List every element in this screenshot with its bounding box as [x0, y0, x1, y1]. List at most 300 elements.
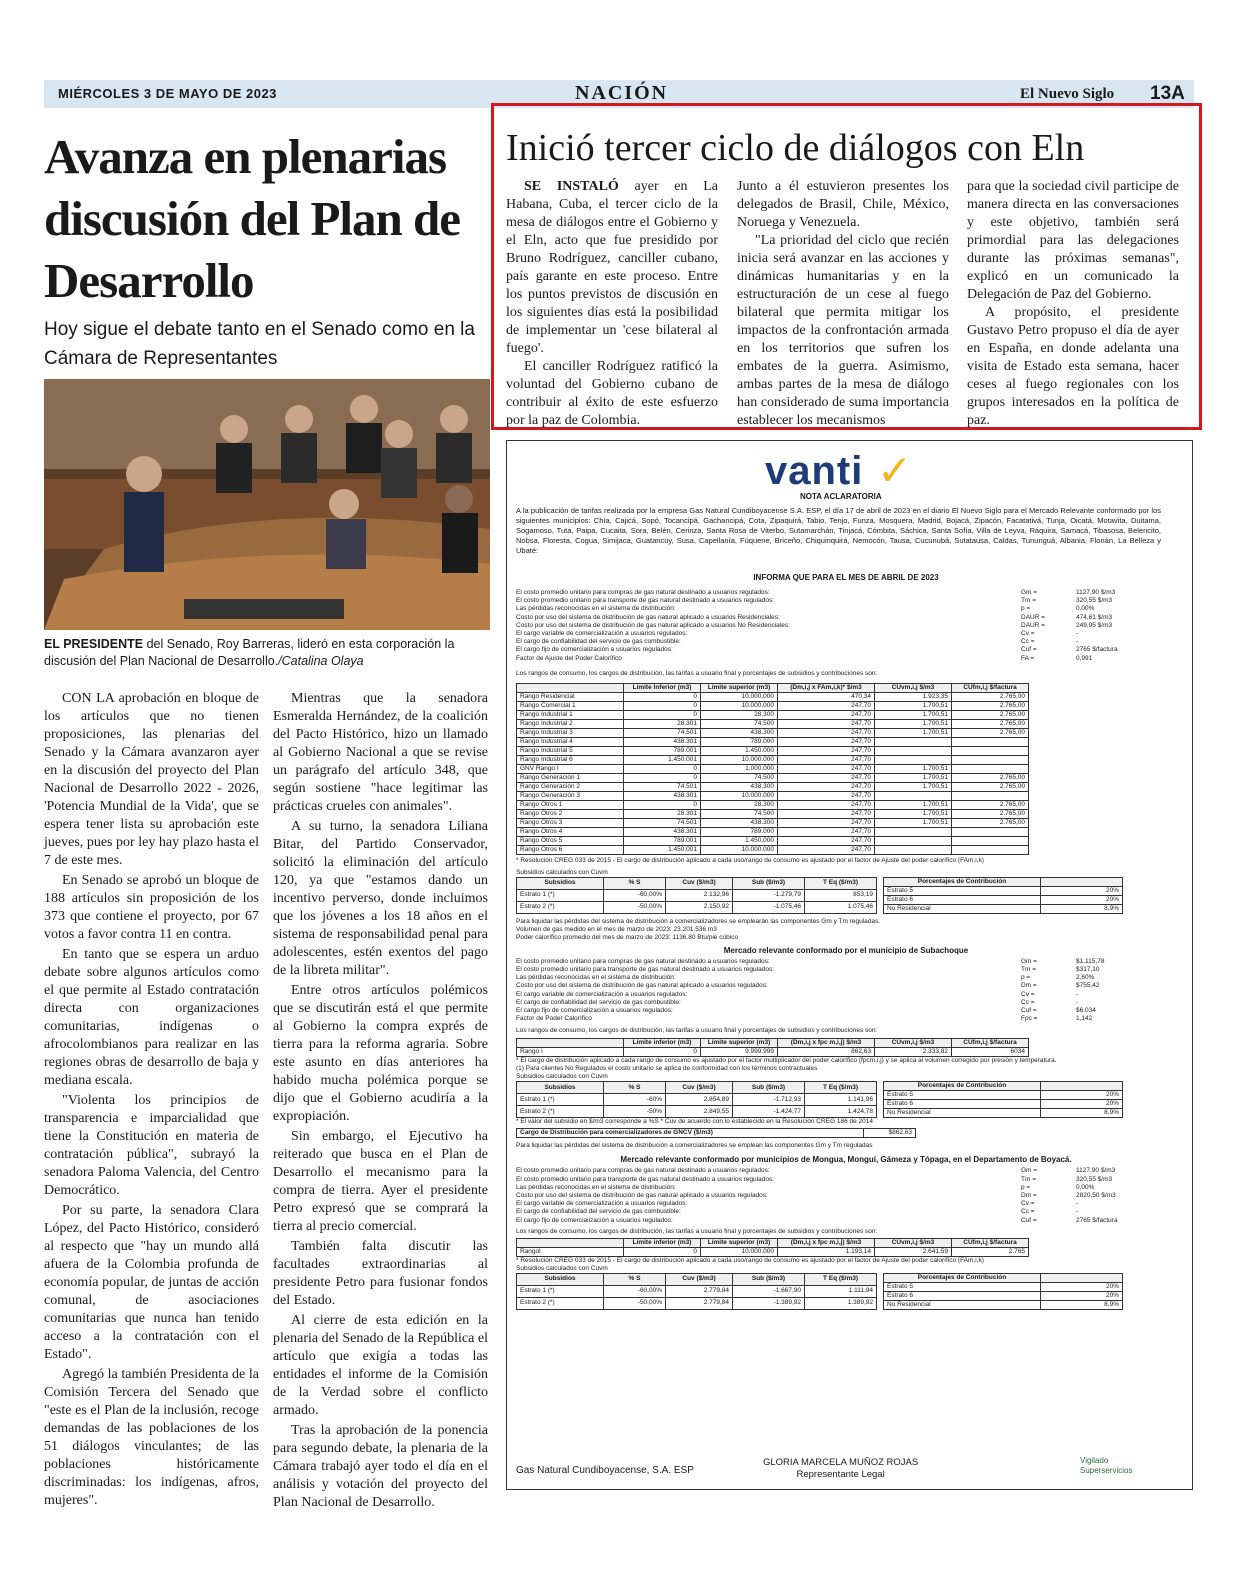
table-row: [517, 719, 1029, 728]
table-cell: 0: [624, 1247, 701, 1256]
param-cell: -: [1076, 998, 1079, 1006]
param-row: [516, 622, 1176, 630]
table-cell: 247,70: [778, 782, 875, 791]
section-2-title: Mercado relevante conformado por el municipio de Subachoque: [723, 945, 969, 955]
note-6: (1) Para clientes No Regulados el costo unitario se aplica de conformidad con los términos contractuales: [516, 1065, 818, 1073]
ranges-intro-2: Los rangos de consumo, los cargos de distribución, las tarifas a usuario final y porcentajes de subsidios y contribuciones son:: [516, 1027, 878, 1035]
table-cell: [875, 827, 952, 836]
param-cell: 1,142: [1076, 1015, 1093, 1023]
table-header-cell: Sub ($/m3): [733, 1273, 805, 1285]
subsidy-block-3: [516, 1273, 1176, 1310]
param-cell: p =: [1021, 605, 1031, 613]
ranges-intro-3: Los rangos de consumo, los cargos de distribución, las tarifas a usuario final y porcentajes de subsidios y contribuciones son:: [516, 1227, 878, 1235]
param-cell: -: [1076, 1200, 1079, 1208]
table-cell: 247,70: [778, 773, 875, 782]
table-cell: Estrato 5: [884, 1282, 1041, 1291]
table-cell: [952, 737, 1029, 746]
table-cell: Rango Industrial 2: [517, 719, 624, 728]
table-cell: [952, 827, 1029, 836]
param-cell: 2765 $/factura: [1076, 646, 1118, 654]
param-row: [516, 589, 1176, 597]
table-row: [517, 845, 1029, 854]
table-cell: 1.700,51: [875, 773, 952, 782]
param-cell: El costo promedio unitario para compras de gas natural destinado a usuarios regulados:: [516, 589, 770, 596]
note-5: * El cargo de distribución aplicado a cada rango de consumo es ajustado por el factor multiplicador del poder calorífico (fpcm,i,j) y se aplica al volumen corregido por presión y temperatura.: [516, 1057, 1057, 1065]
table-header-cell: T Eq ($/m3): [805, 1273, 877, 1285]
param-cell: Costo por uso del sistema de distribución de gas natural aplicado a usuarios regulados:: [516, 982, 768, 990]
table-cell: 0: [624, 701, 701, 710]
newspaper-name: El Nuevo Siglo: [1020, 86, 1115, 102]
param-cell: 320,55 $/m3: [1076, 597, 1113, 605]
ranges-intro: Los rangos de consumo, los cargos de distribución, las tarifas a usuario final y porcentajes de subsidios y contribuciones son:: [516, 669, 878, 677]
vigilado-label: Vigilado: [1080, 1456, 1109, 1465]
table-cell: 1.700,51: [875, 719, 952, 728]
gnvc-label: Cargo de Distribución para comercializadores de GNCV ($/m3): [517, 1129, 864, 1138]
superservicios-logo: [1080, 1456, 1132, 1476]
param-cell: Factor de Poder Calorífico: [516, 1015, 592, 1023]
table-header-cell: Límite inferior (m3): [624, 1039, 701, 1048]
param-cell: El cargo variable de comercialización a usuarios regulados:: [516, 630, 688, 638]
table-cell: 28.301: [624, 809, 701, 818]
table-cell: Rango Otros 1: [517, 800, 624, 809]
table-cell: No Residencial: [884, 1300, 1041, 1309]
table-row: [517, 809, 1029, 818]
table-cell: 20%: [1041, 1100, 1123, 1109]
param-cell: Las pérdidas reconocidas en el sistema de distribución:: [516, 605, 676, 613]
table-row: [884, 904, 1123, 913]
paragraph: "La prioridad del ciclo que recién inicia será avanzar en las acciones y dinámicas humanitarias y en la estructuración de un cese al fuego bilateral que permita mitigar los impactos de la confrontación armada en los territorios que sufren los embates de la guerra. Asimismo, ambas partes de la mesa de diálogo han considerado de suma importancia establecer los mecanismos: [737, 233, 949, 428]
table-header-cell: CUfm,i,j $/factura: [952, 1238, 1029, 1247]
paragraph: En Senado se aprobó un bloque de 188 artículos sin proposición de los 373 que contiene el proyecto, por 67 votos a favor contra 11 en contra.: [44, 873, 259, 942]
paragraph: A propósito, el presidente Gustavo Petro propuso el día de ayer en España, en donde adelanta una visita de Estado esta semana, hacer ceses al fuego regionales con los grupos interesados en la política de paz.: [967, 305, 1179, 428]
table-cell: 8,9%: [1041, 1300, 1123, 1309]
page-number: 13A: [1150, 83, 1185, 104]
paragraph: para que la sociedad civil participe de manera directa en las conversaciones y este objetivo, también será primordial para las delegaciones durante las próximas semanas", explicó en un comunicado la Delegación de Paz del Gobierno.: [967, 179, 1179, 302]
param-cell: Cuf =: [1021, 1007, 1037, 1015]
table-cell: Rango I: [517, 1048, 624, 1057]
param-cell: Cuf =: [1021, 646, 1037, 654]
table-cell: 247,70: [778, 836, 875, 845]
param-cell: 0,00%: [1076, 1183, 1095, 1191]
table-header-cell: Porcentajes de Contribución: [884, 1273, 1041, 1282]
ad-section-1: [516, 573, 1176, 1310]
caption-text: del Senado, Roy Barreras, lideró en esta corporación la discusión del Plan Nacional de Desarrollo.: [44, 637, 455, 668]
table-cell: -60,00%: [604, 889, 666, 901]
table-cell: [875, 791, 952, 800]
table-header-row: [884, 1082, 1123, 1091]
table-cell: 2.779,84: [666, 1297, 733, 1309]
table-cell: 438.300: [701, 818, 778, 827]
param-cell: Tm =: [1021, 597, 1036, 605]
table-cell: No Residencial: [884, 904, 1041, 913]
table-row: [517, 1285, 877, 1297]
table-header-cell: (Dm,i,j x fpc m,i,j) $/m3: [778, 1039, 875, 1048]
paragraph: "Violenta los principios de transparencia e imparcialidad que tiene la Constitución en materia de contratación pública", subrayó la senadora Paloma Valencia, del Centro Democrático.: [44, 1093, 259, 1198]
table-cell: 0: [624, 1048, 701, 1057]
table-cell: Estrato 5: [884, 886, 1041, 895]
table-cell: 2.765,00: [952, 710, 1029, 719]
param-row: [516, 638, 1176, 646]
param-cell: Cv =: [1021, 630, 1035, 638]
paragraph: Entre otros artículos polémicos que se discutirán está el que permite al Gobierno la compra exprés de tierra para la reforma agraria. Sobre este asunto en días anteriores ha habido mucha polémica porque se dijo que el Gobierno acudiría a la expropiación.: [273, 983, 488, 1124]
table-cell: Rango Generación 2: [517, 782, 624, 791]
subsidy-table-1: [516, 877, 877, 914]
left-article-column-2: [273, 690, 488, 1514]
gnvc-table: [516, 1128, 916, 1138]
table-header-cell: Sub ($/m3): [733, 1082, 805, 1094]
table-cell: -1.075,46: [733, 901, 805, 913]
table-cell: 1.424,78: [805, 1106, 877, 1118]
table-header-cell: Límite superior (m3): [701, 1238, 778, 1247]
paragraph: También falta discutir las facultades extraordinarias al presidente Petro para fusionar fondos del Estado.: [273, 1239, 488, 1308]
table-cell: 247,70: [778, 701, 875, 710]
issue-date: MIÉRCOLES 3 DE MAYO DE 2023: [58, 86, 277, 101]
table-row: [517, 1297, 877, 1309]
table-cell: 2.765,00: [952, 692, 1029, 701]
param-cell: El cargo de confiabilidad del servicio de gas combustible:: [516, 638, 681, 646]
table-cell: 0: [624, 764, 701, 773]
table-cell: 0: [624, 800, 701, 809]
table-cell: 74.501: [624, 782, 701, 791]
paragraph: Tras la aprobación de la ponencia para segundo debate, la plenaria de la Cámara trabajó ayer todo el día en el análisis y votación del proyecto del Plan Nacional de Desarrollo.: [273, 1423, 488, 1510]
table-cell: 2.765,00: [952, 728, 1029, 737]
section-3-params: [516, 1167, 1176, 1224]
table-cell: -1.424,77: [733, 1106, 805, 1118]
param-cell: 474,61 $/m3: [1076, 613, 1113, 621]
tariff-table-3: [516, 1238, 1029, 1257]
table-cell: 789.001: [624, 746, 701, 755]
table-cell: Rango Industrial 1: [517, 710, 624, 719]
table-row: [517, 710, 1029, 719]
table-header-cell: CUfm,i,j $/factura: [952, 1039, 1029, 1048]
tariff-table-1: [516, 683, 1029, 855]
table-cell: 10.000.000: [701, 692, 778, 701]
param-row: [516, 1184, 1176, 1192]
subsidy-block-2: [516, 1081, 1176, 1118]
table-header-cell: Cuv ($/m3): [666, 1082, 733, 1094]
param-cell: Gm =: [1021, 589, 1038, 596]
table-cell: -1.712,93: [733, 1094, 805, 1106]
param-cell: $6.034: [1076, 1007, 1096, 1015]
table-header-row: [517, 1082, 877, 1094]
param-cell: Las pérdidas reconocidas en el sistema de distribución:: [516, 974, 676, 982]
right-headline: Inició tercer ciclo de diálogos con Eln: [506, 127, 1085, 169]
param-cell: Cc =: [1021, 1208, 1035, 1216]
signature-block: [763, 1457, 918, 1481]
table-cell: 2.333,82: [875, 1048, 952, 1057]
subsidies-label-2: Subsidios calculados con Cuvm: [516, 1073, 608, 1081]
param-cell: -: [1076, 990, 1079, 998]
table-cell: 1.700,51: [875, 701, 952, 710]
table-row: [517, 800, 1029, 809]
param-row: [516, 999, 1176, 1007]
table-header-cell: T Eq ($/m3): [805, 1082, 877, 1094]
table-header-cell: % S: [604, 1273, 666, 1285]
subsidy-table-2: [516, 1081, 877, 1118]
param-cell: 0,00%: [1076, 605, 1095, 613]
param-cell: El costo promedio unitario para compras de gas natural destinado a usuarios regulados:: [516, 957, 770, 965]
paragraph: CON LA aprobación en bloque de los artículos que no tienen proposiciones, las plenarias del Senado y la Cámara avanzaron ayer en la discusión del proyecto del Plan Nacional de Desarrollo 2022 - 2026, 'Potencia Mundial de la Vida', que se espera tener lista su aprobación este jueves, pues por ley hay plazo hasta el 7 de este mes.: [44, 691, 259, 868]
table-cell: 853,19: [805, 889, 877, 901]
table-row: [884, 886, 1123, 895]
param-cell: p =: [1021, 974, 1031, 982]
table-cell: [875, 755, 952, 764]
table-cell: 247,70: [778, 800, 875, 809]
table-cell: [952, 845, 1029, 854]
note-4: Poder calorífico promedio del mes de marzo de 2023: 1136.80 Btu/pie cúbico: [516, 933, 739, 941]
param-cell: Gm =: [1021, 957, 1038, 965]
table-cell: Estrato 5: [884, 1091, 1041, 1100]
table-row: [517, 889, 877, 901]
param-cell: 2,60%: [1076, 974, 1095, 982]
param-cell: Fpc =: [1021, 1015, 1038, 1023]
param-cell: El cargo variable de comercialización a usuarios regulados:: [516, 1200, 688, 1208]
table-cell: 2.765,00: [952, 782, 1029, 791]
table-cell: 20%: [1041, 895, 1123, 904]
table-cell: Rango Industrial 5: [517, 746, 624, 755]
table-cell: [952, 764, 1029, 773]
note-1: * Resolución CREG 033 de 2015 - El cargo de distribución aplicado a cada uso/rango de consumo es ajustado por el factor de Ajuste del poder calorífico (FAm,i,k): [516, 856, 984, 864]
table-cell: Estrato 2 (*): [517, 901, 604, 913]
table-row: [517, 755, 1029, 764]
table-header-cell: Límite Inferior (m3): [624, 683, 701, 692]
table-cell: [875, 746, 952, 755]
table-row: [884, 1282, 1123, 1291]
param-cell: $317,10: [1076, 966, 1100, 974]
superservicios-label: Superservicios: [1080, 1466, 1133, 1475]
param-cell: Cv =: [1021, 990, 1035, 998]
right-article-column-2: [737, 178, 949, 430]
table-row: [517, 818, 1029, 827]
table-header-cell: Subsidios: [517, 877, 604, 889]
table-cell: 789.000: [701, 827, 778, 836]
table-cell: [952, 746, 1029, 755]
table-cell: 2.779,84: [666, 1285, 733, 1297]
section-3-title: Mercado relevante conformado por municipios de Mongua, Monguí, Gámeza y Tópaga, en el Departamento de Boyacá.: [620, 1155, 1072, 1165]
table-cell: 74.501: [624, 728, 701, 737]
table-header-cell: [1041, 1082, 1123, 1091]
contribution-table-3: [883, 1273, 1123, 1310]
param-cell: Las pérdidas reconocidas en el sistema de distribución:: [516, 1183, 676, 1191]
paragraph: Al cierre de esta edición en la plenaria del Senado de la República el artículo que exigía a todas las entidades el informe de la Comisión de la Verdad sobre el conflicto armado.: [273, 1313, 488, 1418]
table-cell: 10.000.000: [701, 791, 778, 800]
param-cell: Dm =: [1021, 982, 1037, 990]
param-cell: El cargo fijo de comercialización a usuarios regulados:: [516, 1007, 673, 1015]
table-header-cell: Límite superior (m3): [701, 683, 778, 692]
table-cell: Rango Otros 6: [517, 845, 624, 854]
table-cell: 10.000.000: [701, 701, 778, 710]
paragraph: Junto a él estuvieron presentes los delegados de Brasil, Chile, México, Noruega y Venezuela.: [737, 179, 949, 230]
paragraph: Sin embargo, el Ejecutivo ha reiterado que busca en el Plan de Desarrollo el mecanismo para la compra de tierra. Ayer el presidente Petro expresó que se comprará la tierra al precio comercial.: [273, 1129, 488, 1234]
table-header-cell: CUfm,i,j $/factura: [952, 683, 1029, 692]
table-cell: 1.111,94: [805, 1285, 877, 1297]
table-cell: [952, 836, 1029, 845]
table-cell: Estrato 1 (*): [517, 1094, 604, 1106]
table-cell: Rango Otros 3: [517, 818, 624, 827]
signer-role: Representante Legal: [796, 1469, 885, 1480]
paragraph: Por su parte, la senadora Clara López, del Pacto Histórico, consideró al respecto que "hay un mundo allá afuera de la Colombia profunda de economía popular, de juntas de acción comunal, de asociaciones comunitarias que nunca han tenido acceso a la contratación con el Estado".: [44, 1203, 259, 1362]
table-cell: 2.641,59: [875, 1247, 952, 1256]
table-row: [884, 895, 1123, 904]
table-header-cell: CUvm,i,j $/m3: [875, 683, 952, 692]
table-cell: 1.923,35: [875, 692, 952, 701]
contribution-table-2: [883, 1081, 1123, 1118]
lead-text: ayer en La Habana, Cuba, el tercer ciclo de la mesa de diálogos entre el Gobierno y el Eln, acto que fue presidido por Bruno Rodríguez, canciller cubano, país garante en este proceso. Entre los puntos previstos de discusión en los siguientes días está la posibilidad de implementar un 'cese bilateral al fuego'.: [506, 179, 718, 356]
table-cell: 20%: [1041, 1282, 1123, 1291]
table-row: [884, 1091, 1123, 1100]
table-cell: Rangol: [517, 1247, 624, 1256]
section-2-params: [516, 958, 1176, 1024]
table-row: [517, 1048, 1029, 1057]
section-1-params: [516, 589, 1176, 663]
table-cell: 2.765,00: [952, 818, 1029, 827]
table-cell: 0: [624, 710, 701, 719]
param-row: [516, 597, 1176, 605]
table-cell: Estrato 2 (*): [517, 1297, 604, 1309]
param-row: [516, 614, 1176, 622]
ad-subtitle: NOTA ACLARATORIA: [800, 492, 882, 501]
param-cell: p =: [1021, 1183, 1031, 1191]
param-cell: Gm =: [1021, 1167, 1038, 1175]
table-cell: 9.999.999: [701, 1048, 778, 1057]
table-cell: 20%: [1041, 1291, 1123, 1300]
table-cell: Rango Otros 5: [517, 836, 624, 845]
photo-caption: [44, 636, 494, 670]
table-cell: 0: [624, 692, 701, 701]
table-cell: 438.301: [624, 827, 701, 836]
param-cell: Costo por uso del sistema de distribución de gas natural aplicado a usuarios regulados:: [516, 1192, 768, 1200]
param-cell: $1.115,78: [1076, 957, 1105, 965]
param-row: [516, 630, 1176, 638]
note-8: Para liquidar las pérdidas del sistema de distribución a comercializadores se emplean las componentes Gm y Tm reguladas: [516, 1142, 873, 1150]
table-cell: 1.450.001: [624, 845, 701, 854]
table-cell: 1.193,14: [778, 1247, 875, 1256]
section-name: NACIÓN: [575, 82, 669, 104]
senate-photo: [44, 379, 490, 630]
ad-intro: A la publicación de tarifas realizada por la empresa Gas Natural Cundiboyacense S.A. ESP, el día 17 de abril de 2023 en el diario El Nuevo Siglo para el Mercado Relevante conformado por los siguientes municipios: Chía, Cajicá, Sopó, Tocancipá, Gachancipá, Cota, Zipaquirá, Tabio, Tenjo, Funza, Mosquera, Madrid, Bojacá, Zipacón, Facatativá, Tunja, Oicatá, Motavita, Duitama, Sogamoso, Tuta, Paipa, Cucaita, Sora, Belén, Cerinza, Santa Rosa de Viterbo, Sutamarchán, Tinjacá, Cómbita, Sáchica, Santa Sofía, Villa de Leyva, Ráquira, Samacá, Tibasosa, Belencito, Nobsa, Floresta, Cogua, Simijaca, Guatancuy, Susa, Capellanía, Fúquene, Briceño, Chiquinquirá, Nemocón, Tausa, Cucunubá, Sutatausa, Caldas, Tununguá, Albania, Florián, La Belleza y Ubaté:: [516, 506, 1161, 555]
table-cell: [875, 737, 952, 746]
param-cell: El costo promedio unitario para compras de gas natural destinado a usuarios regulados:: [516, 1167, 770, 1175]
table-cell: 862,63: [778, 1048, 875, 1057]
signer-name: GLORIA MARCELA MUÑOZ ROJAS: [763, 1457, 919, 1468]
table-cell: Rango Otros 2: [517, 809, 624, 818]
table-cell: 1.450.000: [701, 746, 778, 755]
table-header-cell: [517, 1238, 624, 1247]
table-header-cell: [1041, 877, 1123, 886]
left-article-column-1: [44, 690, 259, 1512]
subsidies-label: Subsidios calculados con Cuvm: [516, 868, 608, 876]
table-cell: 8,9%: [1041, 1109, 1123, 1118]
left-headline: Avanza en plenarias discusión del Plan de Desarrollo: [44, 129, 461, 308]
table-cell: [952, 755, 1029, 764]
table-cell: 10.000.000: [701, 845, 778, 854]
paragraph: [506, 178, 718, 358]
table-cell: 2.765,00: [952, 800, 1029, 809]
param-row: [516, 1015, 1176, 1023]
table-cell: 247,70: [778, 755, 875, 764]
paragraph: El canciller Rodríguez ratificó la voluntad del Gobierno cubano de contribuir al éxito de este esfuerzo por la paz de Colombia.: [506, 359, 718, 428]
table-cell: Rango Industrial 6: [517, 755, 624, 764]
table-cell: Rango Residencial: [517, 692, 624, 701]
table-cell: 1.700,51: [875, 809, 952, 818]
param-row: [516, 1192, 1176, 1200]
table-cell: 20%: [1041, 1091, 1123, 1100]
table-cell: Estrato 2 (*): [517, 1106, 604, 1118]
subsidies-label-3: Subsidios calculados con Cuvm: [516, 1264, 608, 1272]
param-cell: $755,42: [1076, 982, 1100, 990]
param-cell: -: [1076, 1208, 1079, 1216]
table-cell: Rango Industrial 3: [517, 728, 624, 737]
paragraph: En tanto que se espera un arduo debate sobre algunos artículos como el que permite al Estado contratación directa con organizaciones comunitarias, indígenas o afrocolombianos para realizar en las regiones obras de desarrollo de baja y mediana escala.: [44, 947, 259, 1088]
table-header-cell: Límite inferior (m3): [624, 1238, 701, 1247]
table-header-cell: T Eq ($/m3): [805, 877, 877, 889]
section-1-title: INFORMA QUE PARA EL MES DE ABRIL DE 2023: [753, 573, 939, 582]
table-header-cell: % S: [604, 877, 666, 889]
table-cell: 1.075,46: [805, 901, 877, 913]
param-cell: 1127,90 $/m3: [1076, 1167, 1116, 1175]
table-cell: 2.765: [952, 1247, 1029, 1256]
param-cell: El costo promedio unitario para transporte de gas natural destinado a usuarios regulados:: [516, 966, 774, 974]
table-cell: 20%: [1041, 886, 1123, 895]
caption-lead: EL PRESIDENTE: [44, 637, 144, 651]
param-cell: El costo promedio unitario para transporte de gas natural destinado a usuarios regulados:: [516, 1175, 774, 1183]
table-row: [517, 836, 1029, 845]
table-header-cell: Cuv ($/m3): [666, 1273, 733, 1285]
table-header-cell: [517, 683, 624, 692]
param-cell: El cargo fijo de comercialización a usuarios regulados:: [516, 1216, 673, 1224]
table-cell: 1.700,51: [875, 800, 952, 809]
table-cell: 247,70: [778, 728, 875, 737]
vanti-logo: vanti: [765, 449, 864, 493]
table-row: [517, 827, 1029, 836]
table-cell: 247,70: [778, 746, 875, 755]
table-cell: Rango Comercial 1: [517, 701, 624, 710]
table-cell: 247,70: [778, 719, 875, 728]
checkmark-icon: ✓: [877, 446, 913, 495]
table-cell: 247,70: [778, 827, 875, 836]
table-cell: 247,70: [778, 737, 875, 746]
param-row: [516, 605, 1176, 613]
table-cell: -50,00%: [604, 901, 666, 913]
table-cell: 247,70: [778, 710, 875, 719]
param-cell: Cc =: [1021, 998, 1035, 1006]
table-row: [884, 1300, 1123, 1309]
table-cell: -50%: [604, 1106, 666, 1118]
paragraph: Agregó la también Presidenta de la Comisión Tercera del Senado que "este es el Plan de la inclusión, recoge demandas de las poblaciones de los 51 diálogos vinculantes; de las poblaciones históricamente discriminadas: los indígenas, afros, mujeres".: [44, 1367, 259, 1508]
param-cell: 2820,50 $/m3: [1076, 1192, 1116, 1200]
param-cell: Costo por uso del sistema de distribución de gas natural aplicado a usuarios No Residenciales:: [516, 621, 790, 629]
param-row: [516, 1200, 1176, 1208]
param-cell: 320,55 $/m3: [1076, 1175, 1113, 1183]
table-cell: 10.000.000: [701, 1247, 778, 1256]
table-cell: 247,70: [778, 764, 875, 773]
table-cell: 470,34: [778, 692, 875, 701]
param-row: [516, 958, 1176, 966]
param-cell: El costo promedio unitario para transporte de gas natural destinado a usuarios regulados:: [516, 597, 774, 605]
table-cell: 2.854,89: [666, 1094, 733, 1106]
table-cell: 247,70: [778, 845, 875, 854]
table-cell: 1.141,96: [805, 1094, 877, 1106]
table-row: [517, 1247, 1029, 1256]
param-row: [516, 1208, 1176, 1216]
subsidy-block-1: [516, 877, 1176, 914]
table-cell: 1.450.000: [701, 836, 778, 845]
table-cell: 10.000.000: [701, 755, 778, 764]
table-cell: -1.279,79: [733, 889, 805, 901]
note-2: Para liquidar las pérdidas del sistema de distribución a comercializadores se emplearán las componentes Gm y Tm reguladas.: [516, 917, 881, 925]
table-cell: 2.132,96: [666, 889, 733, 901]
table-cell: Estrato 1 (*): [517, 1285, 604, 1297]
